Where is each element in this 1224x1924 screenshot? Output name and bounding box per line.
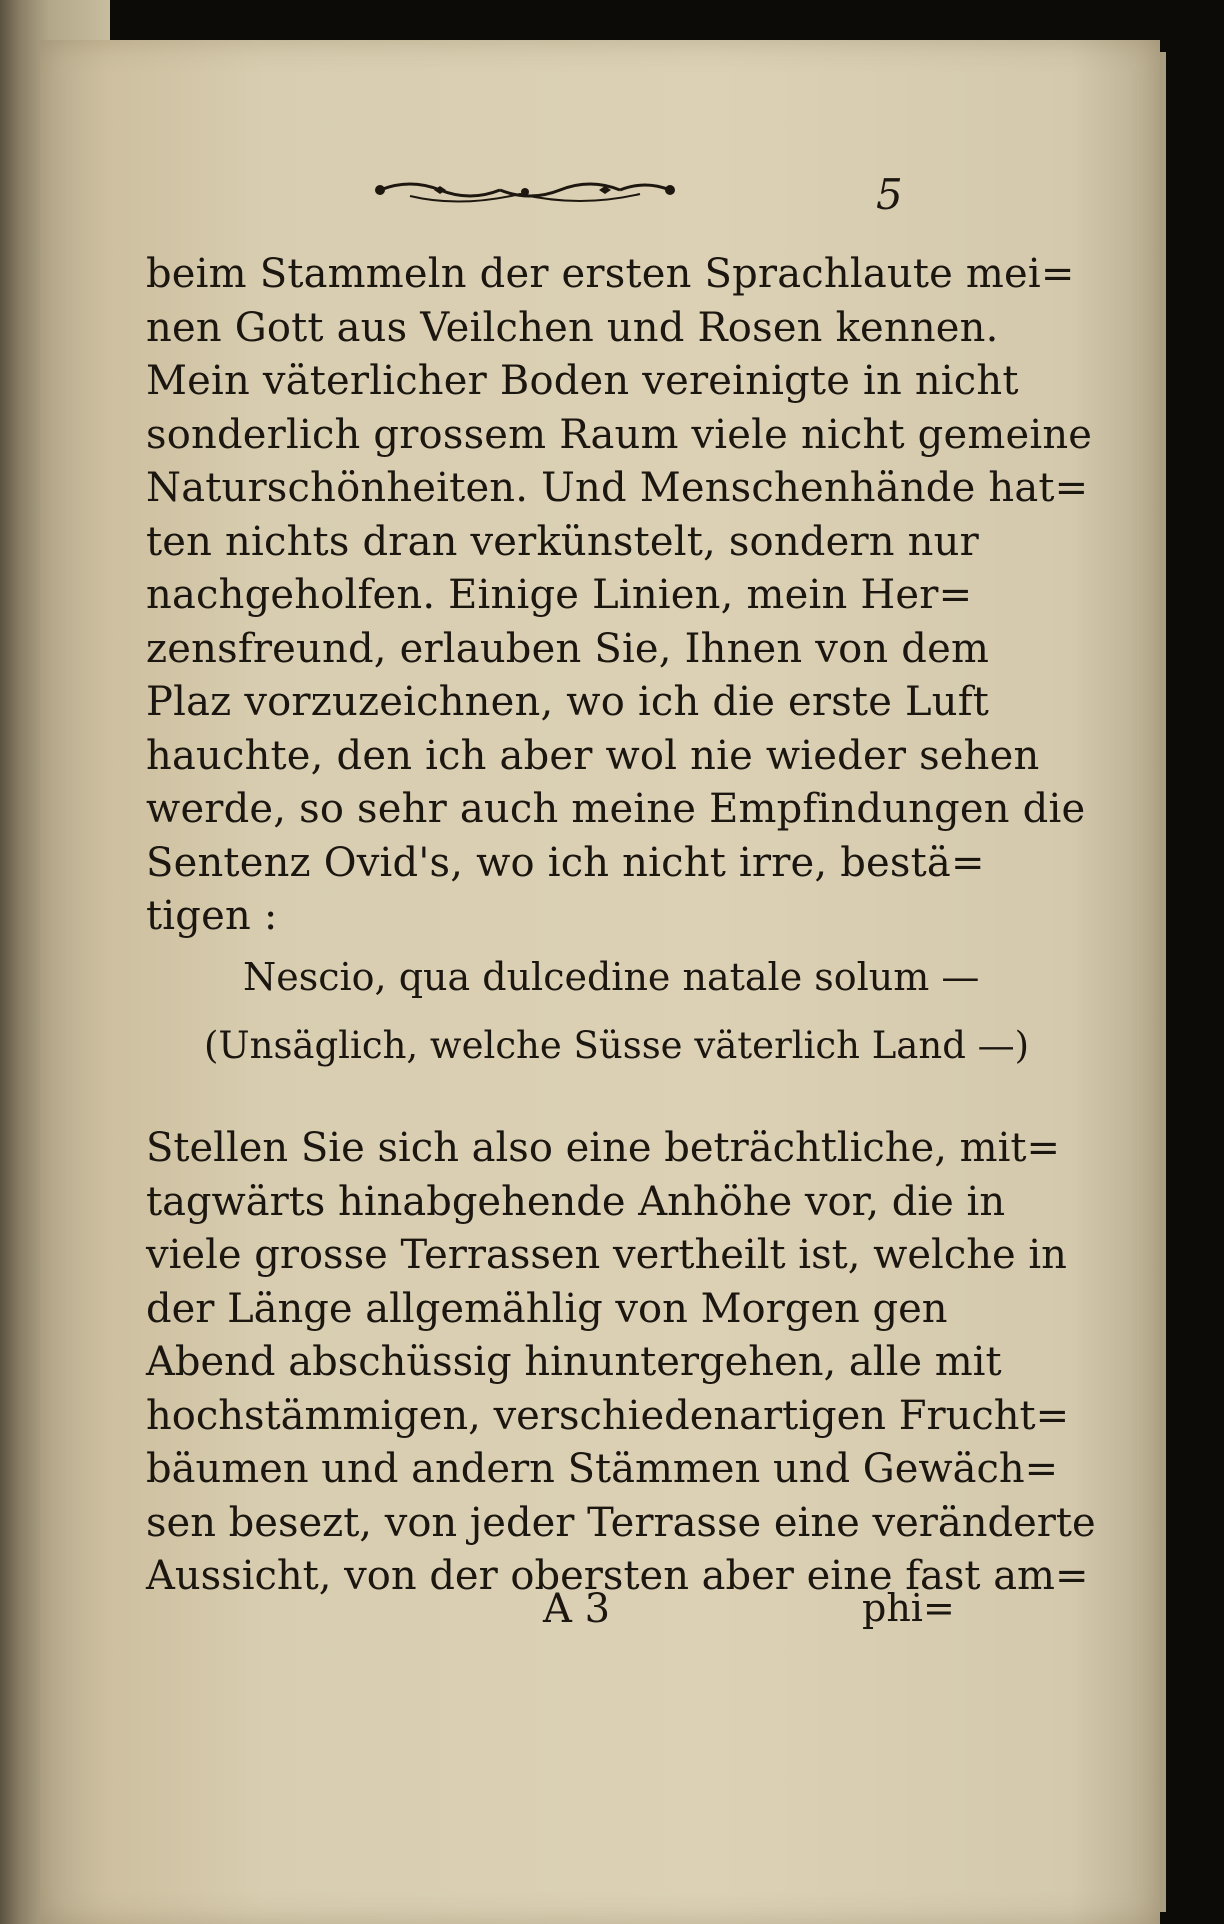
paragraph-one [146,248,1093,944]
text-line: Naturschönheiten. Und Menschenhände hat= [146,465,1089,511]
text-line: viele grosse Terrassen vertheilt ist, welche in [146,1232,1067,1278]
text-line: tagwärts hinabgehende Anhöhe vor, die in [146,1178,1006,1225]
catchword: phi= [862,1586,955,1630]
text-line: ten nichts dran verkünstelt, sondern nur [146,518,979,565]
text-line: nachgeholfen. Einige Linien, mein Her= [146,572,973,618]
text-line: sen besezt, von jeder Terrasse eine veränderte [146,1499,1096,1546]
text-line: Sentenz Ovid's, wo ich nicht irre, bestä= [146,839,985,886]
paragraph-two [146,1122,1096,1604]
text-line: Plaz vorzuzeichnen, wo ich die erste Luft [146,679,989,725]
text-line: Aussicht, von der obersten aber eine fast am= [146,1553,1089,1599]
signature-mark: A 3 [543,1586,611,1632]
text-line: hauchte, den ich aber wol nie wieder sehen [146,732,1040,779]
text-line: der Länge allgemählig von Morgen gen [146,1285,948,1332]
text-line: bäumen und andern Stämmen und Gewäch= [146,1446,1059,1492]
decorative-header-ornament [370,168,680,218]
page-edge [1160,52,1166,1912]
text-line: beim Stammeln der ersten Sprachlaute mei= [146,251,1075,297]
text-line: werde, so sehr auch meine Empfindungen die [146,786,1086,832]
page-number: 5 [876,170,903,219]
text-line: nen Gott aus Veilchen und Rosen kennen. [146,304,999,351]
text-line: zensfreund, erlauben Sie, Ihnen von dem [146,625,990,672]
text-line: Stellen Sie sich also eine beträchtliche, mit= [146,1125,1060,1171]
latin-quotation: Nescio, qua dulcedine natale solum — [243,955,980,999]
text-line: sonderlich grossem Raum viele nicht gemeine [146,411,1093,458]
text-line: tigen : [146,893,278,939]
german-translation: (Unsäglich, welche Süsse väterlich Land —) [204,1024,1030,1067]
text-line: Mein väterlicher Boden vereinigte in nicht [146,358,1019,404]
text-line: Abend abschüssig hinuntergehen, alle mit [146,1339,1002,1385]
text-line: hochstämmigen, verschiedenartigen Frucht= [146,1392,1070,1439]
